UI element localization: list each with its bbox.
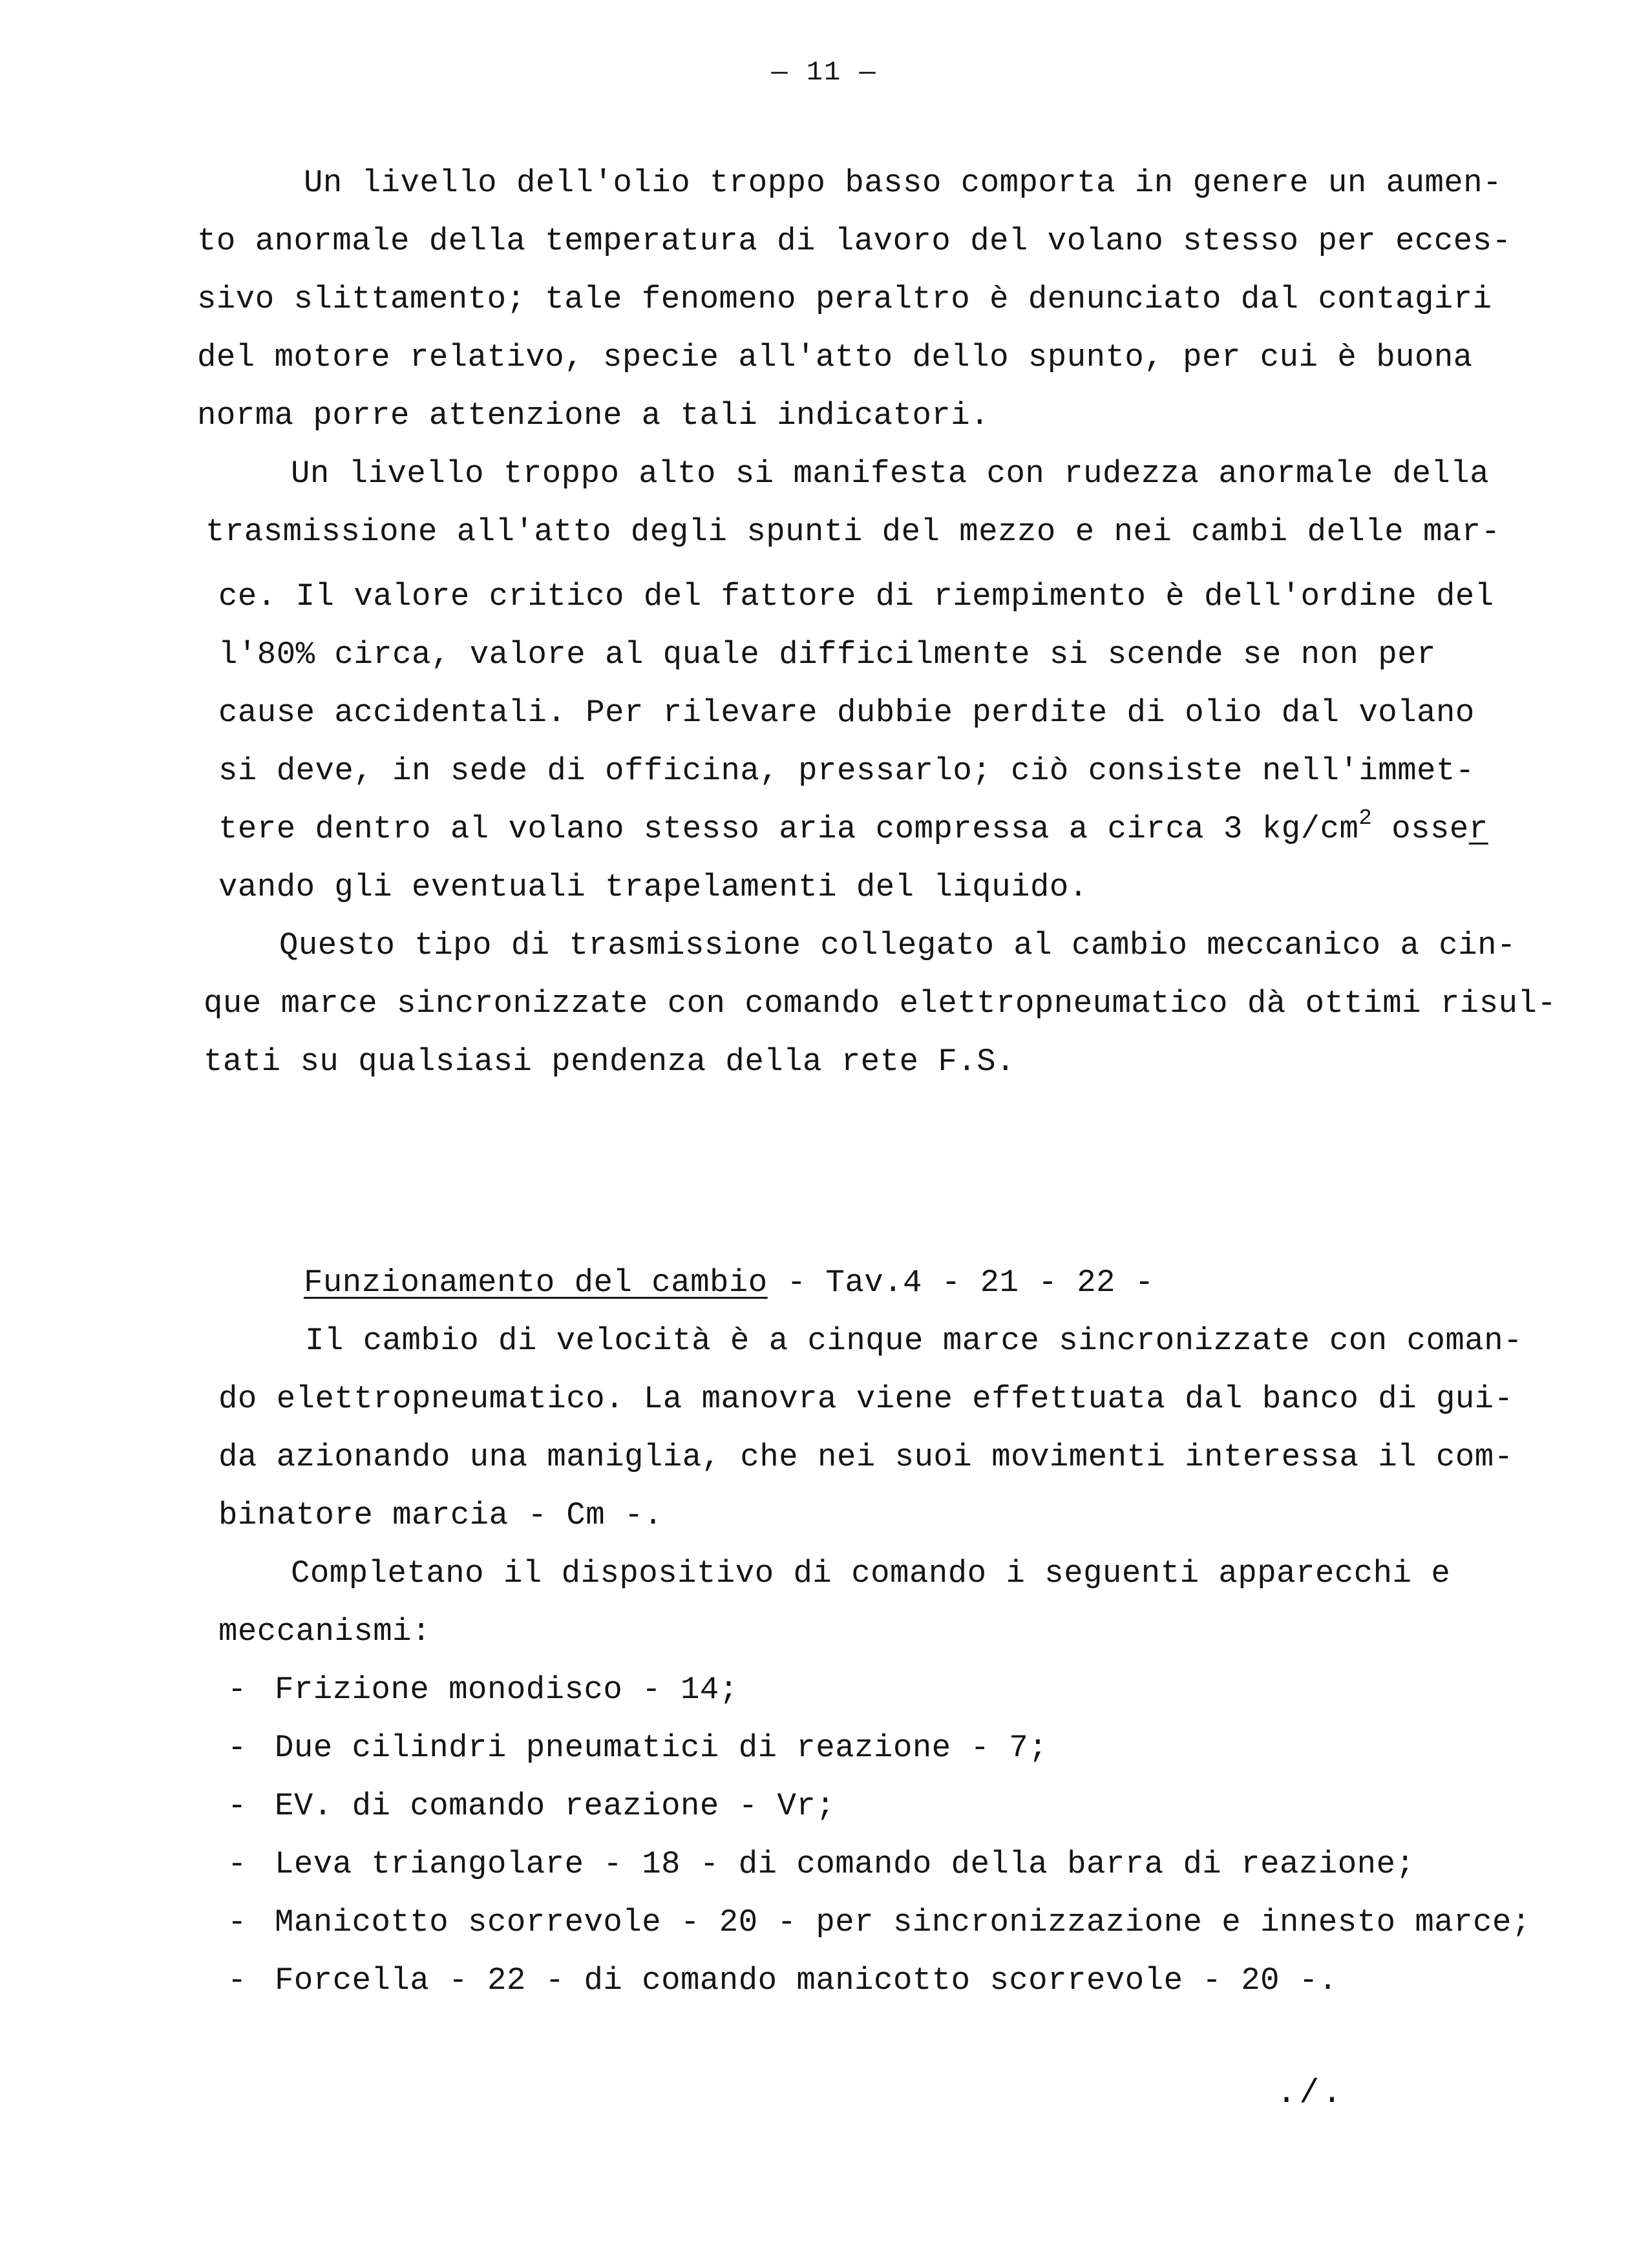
continuation-mark: ./.: [1276, 2074, 1345, 2112]
paragraph-5-line-1: Completano il dispositivo di comando i seguenti apparecchi e: [291, 1555, 1451, 1591]
paragraph-3-line-2: que marce sincronizzate con comando elettropneumatico dà ottimi risul-: [204, 985, 1557, 1022]
paragraph-1-line-2: to anormale della temperatura di lavoro del volano stesso per ecces-: [197, 223, 1512, 259]
paragraph-2-line-6: si deve, in sede di officina, pressarlo; ciò consiste nell'immet-: [218, 753, 1475, 789]
paragraph-2-line-1: Un livello troppo alto si manifesta con rudezza anormale della: [291, 456, 1490, 492]
paragraph-4-line-1: Il cambio di velocità è a cinque marce sincronizzate con coman-: [305, 1323, 1523, 1359]
list-dash: -: [227, 1672, 247, 1708]
list-dash: -: [227, 1846, 247, 1882]
paragraph-4-line-3: da azionando una maniglia, che nei suoi movimenti interessa il com-: [218, 1439, 1514, 1475]
paragraph-2-line-4: l'80% circa, valore al quale difficilmente si scende se non per: [218, 636, 1437, 673]
paragraph-1-line-3: sivo slittamento; tale fenomeno peraltro è denunciato dal contagiri: [197, 281, 1492, 317]
pressure-text-after: osse: [1372, 811, 1469, 847]
paragraph-2-line-7: [218, 806, 1488, 848]
list-item-text: EV. di comando reazione - Vr;: [275, 1788, 836, 1824]
paragraph-2-line-3: ce. Il valore critico del fattore di riempimento è dell'ordine del: [218, 578, 1494, 614]
paragraph-5-line-2: meccanismi:: [218, 1613, 431, 1650]
section-heading-line: [304, 1263, 1154, 1302]
paragraph-4-line-2: do elettropneumatico. La manovra viene effettuata dal banco di gui-: [218, 1381, 1514, 1417]
list-item-text: Frizione monodisco - 14;: [275, 1672, 739, 1708]
list-dash: -: [227, 1962, 247, 1999]
underlined-letter: r: [1468, 811, 1488, 847]
superscript-two: 2: [1358, 806, 1373, 831]
list-dash: -: [227, 1730, 247, 1766]
paragraph-1-line-5: norma porre attenzione a tali indicatori.: [197, 397, 990, 434]
list-item-text: Forcella - 22 - di comando manicotto scorrevole - 20 -.: [275, 1962, 1338, 1999]
paragraph-2-line-2: trasmissione all'atto degli spunti del mezzo e nei cambi delle mar-: [206, 514, 1501, 550]
paragraph-4-line-4: binatore marcia - Cm -.: [218, 1497, 663, 1533]
section-heading-reference: - Tav.4 - 21 - 22 -: [767, 1265, 1154, 1301]
list-item-text: Leva triangolare - 18 - di comando della barra di reazione;: [275, 1846, 1415, 1882]
list-item-text: Manicotto scorrevole - 20 - per sincronizzazione e innesto marce;: [275, 1904, 1531, 1940]
paragraph-1-line-4: del motore relativo, specie all'atto dello spunto, per cui è buona: [197, 339, 1473, 375]
page-number: — 11 —: [771, 57, 877, 88]
pressure-text: tere dentro al volano stesso aria compressa a circa 3 kg/cm: [218, 811, 1359, 847]
paragraph-2-line-5: cause accidentali. Per rilevare dubbie perdite di olio dal volano: [218, 695, 1475, 731]
paragraph-3-line-3: tati su qualsiasi pendenza della rete F.S.: [204, 1044, 1016, 1080]
section-heading: Funzionamento del cambio: [304, 1265, 768, 1301]
list-dash: -: [227, 1788, 247, 1824]
paragraph-1-line-1: Un livello dell'olio troppo basso comporta in genere un aumen-: [304, 165, 1503, 201]
paragraph-3-line-1: Questo tipo di trasmissione collegato al cambio meccanico a cin-: [279, 927, 1516, 963]
list-dash: -: [227, 1904, 247, 1940]
paragraph-2-line-8: vando gli eventuali trapelamenti del liquido.: [218, 869, 1088, 905]
list-item-text: Due cilindri pneumatici di reazione - 7;: [275, 1730, 1048, 1766]
